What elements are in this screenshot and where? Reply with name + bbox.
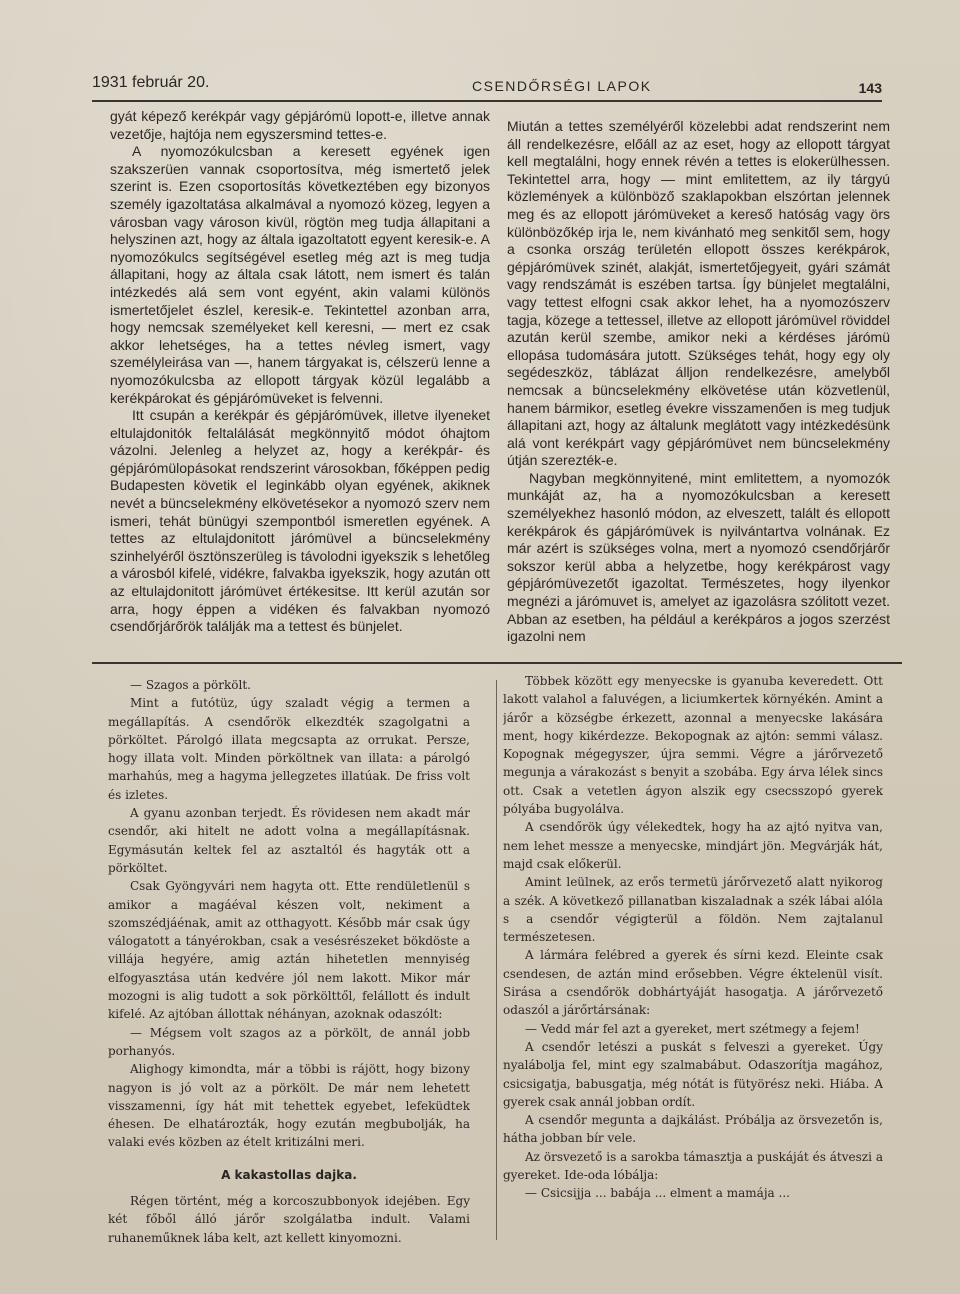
paragraph: A csendőr megunta a dajkálást. Próbálja az örsvezetőn is, hátha jobban bír vele. [503, 1113, 883, 1146]
section-divider [92, 662, 902, 664]
page-number: 143 [858, 80, 882, 96]
paragraph: Itt csupán a kerékpár és gépjárómüvek, illetve ilyeneket eltulajdonitók feltalálását megkönnyitő módot óhajtom vázolni. Jelenleg a helyzet az, hogy a kerékpár- és gépjárómülopásokat rendszerint városokban, főképpen pedig Budapesten követik el leginkább olyan egyének, akiknek nevét a büncselekmény elkövetésekor a nyomozó szerv nem ismeri, tehát bünügyi szempontból ismeretlen egyének. A tettes az eltulajdonitott járómüvel a büncselekmény szinhelyéről ösztönszerüleg is távolodni igyekszik s lehetőleg a városból kifelé, vidékre, falvakba igyekszik, hogy azután ott az eltulajdonitott járómüvet értékesitse. Itt kerül azután sor arra, hogy éppen a vidéken és falvakban nyomozó csendőrjárőrök találják ma a tettest és bünjelet. [110, 407, 490, 635]
paragraph: Az örsvezető is a sarokba támasztja a puskáját és átveszi a gyereket. Ide-oda lóbálja: [503, 1149, 883, 1183]
article-left-column [110, 108, 490, 660]
paragraph: A nyomozókulcsban a keresett egyének igen szakszerüen vannak csoportosítva, még ismertető jelek szerint is. Ezen csoportosítás következtében egy bizonyos személy igazoltatása alkalmával a nyomozó közeg, legyen a városban vagy városon kivül, rögtön meg tudja állapitani a helyszinen azt, hogy az általa igazoltatott egyent keresik-e. A nyomozókulcs segítségével esetleg még azt is meg tudja állapitani, hogy az általa csak látott, nem ismert és talán intézkedés alá sem vont egyént, akin valami különös ismertetőjelet észlel, keresik-e. Tekintettel azonban arra, hogy nemcsak személyeket kell keresni, — mert ez csak akkor lehetséges, ha a tettes névleg ismert, vagy személyleirása van —, hanem tárgyakat is, célszerü lenne a nyomozókulcsba az ellopott tárgyak közül legalább a kerékpárokat és gépjárómüveket is felvenni. [110, 143, 490, 406]
paragraph: A csendőrök úgy vélekedtek, hogy ha az ajtó nyitva van, nem lehet messze a menyecske, mindjárt jön. Megvárják hát, majd csak előkerül. [503, 820, 883, 871]
story-left-column [108, 676, 470, 1256]
column-rule [496, 680, 497, 1240]
paragraph: — Vedd már fel azt a gyereket, mert szétmegy a fejem! [525, 1021, 860, 1036]
paragraph: Mint a futótüz, úgy szaladt végig a termen a megállapítás. A csendőrök elkezdték szagolgatni a pörköltet. Párolgó illata megcsapta az orrukat. Persze, hogy illata volt. Minden pörköltnek van illata: a párolgó marhahús, meg a hagyma jellegzetes illatúak. De friss volt és izletes. [108, 696, 470, 802]
header-date: 1931 február 20. [92, 74, 210, 91]
story-right-column [503, 672, 883, 1232]
paragraph: Amint leülnek, az erős termetü járőrvezető alatt nyikorog a szék. A következő pillanatban kiszaladnak a szék lábai alóla s a csendőr végigterül a földön. Nem zajtalanul természetesen. [503, 875, 883, 945]
paragraph: — Csicsijja ... babája ... elment a mamája ... [525, 1186, 790, 1201]
paragraph: Alighogy kimondta, már a többi is rájött, hogy bizony nagyon is jó volt az a pörkölt. De már nem lehetett visszamenni, így hát mit tehettek egyebet, lefeküdtek éhesen. De elhatározták, hogy ezután megbubolják, ha valaki evés közben az ételt kritizálni meri. [108, 1062, 470, 1150]
paragraph: Miután a tettes személyéről közelebbi adat rendszerint nem áll rendelkezésre, előáll az az eset, hogy az ellopott tárgyat kell megtalálni, hogy ennek révén a tettes is elokerülhessen. Tekintettel arra, hogy — mint emlitettem, az ily tárgyú közlemények a különböző szaklapokban elszórtan jelennek meg és az ellopott járómüveket a kereső hatóság vagy örs különbözőkép irja le, nem kivánható meg senkitől sem, hogy a csonka ország területén ellopott összes kerékpárok, gépjárómüvek szinét, alakját, ismertetőjegyeit, gyári számát vagy rendszámát is eszében tartsa. Így bünjelet megtalálni, vagy tettest elfogni csak akkor lehet, ha a nyomozószerv tagja, közege a tettessel, illetve az ellopott járómüvel röviddel azután kerül szembe, amikor neki a kérdéses járómü ellopása tudomására jutott. Szükséges tehát, hogy egy oly segédeszköz, táblázat álljon rendelkezésre, amelyből nemcsak a büncselekmény elkövetése után közvetlenül, hanem bármikor, esetleg évekre visszamenően is meg tudjuk állapitani azt, hogy az általunk meglátott vagy intézkedésünk alá vont kerékpárt vagy gépjárómüvet nem büncselekmény útján szerezték-e. [507, 118, 890, 469]
paragraph: — Szagos a pörkölt. [130, 678, 251, 692]
paragraph: Csak Gyöngyvári nem hagyta ott. Ette rendületlenül s amikor a magáéval készen volt, nekiment a szomszédjáénak, amit az otthagyott. Később már csak úgy válogatott a tányérokban, csak a vesésrészeket bökdöste a villája hegyére, amig aztán hihetetlen mennyiség elfogyasztása után kedvére jól nem lakott. Mikor már mozogni is alig tudott a sok pörkölttől, felállott és indult kifelé. Az ajtóban állottak néhányan, azoknak odaszólt: [108, 879, 470, 1022]
article-right-column [507, 118, 890, 658]
paragraph: — Mégsem volt szagos az a pörkölt, de annál jobb porhanyós. [108, 1025, 470, 1058]
paragraph: Régen történt, még a korcoszubbonyok idejében. Egy két főből álló járőr szolgálatba indult. Valami ruhaneműknek lába kelt, azt kellett kinyomozni. [108, 1194, 470, 1245]
paragraph: A csendőr letészi a puskát s felveszi a gyereket. Úgy nyalábolja fel, mint egy szalmabábut. Odaszorítja magához, csicsigatja, babusgatja, még nótát is fütyörész neki. Hiába. A gyerek csak annál jobban ordít. [503, 1039, 883, 1109]
page-header [92, 72, 882, 102]
paragraph: A lármára felébred a gyerek és sírni kezd. Eleinte csak csendesen, de aztán mind erősebben. Végre éktelenül visít. Sirása a csendőrök dobhártyáját hasogatja. A járőrvezető odaszól a járőrtársának: [503, 948, 883, 1018]
paragraph: Többek között egy menyecske is gyanuba keveredett. Ott lakott valahol a faluvégen, a liciumkertek környékén. Amint a járőr a községbe érkezett, azonnal a menyecske lakására ment, hogy kikérdezze. Bekopognak az ajtón: semmi válasz. Kopognak mégegyszer, újra semmi. Végre a járőrvezető megunja a várakozást s benyit a szobába. Egy árva lélek sincs ott. Csak a vetetlen ágyon alszik egy csecsszopó gyerek pólyába bugyolálva. [503, 674, 883, 817]
paragraph: gyát képező kerékpár vagy gépjárómü lopott-e, illetve annak vezetője, hajtója nem egyszersmind tettes-e. [110, 108, 490, 142]
paragraph: Nagyban megkönnyitené, mint emlitettem, a nyomozók munkáját az, ha a nyomozókulcsban a keresett személyekhez hasonló módon, az elveszett, talált és ellopott kerékpárok és gápjárómüvek is nyilvántartva volnának. Ez már azért is szükséges volna, mert a nyomozó csendőrjárőr sokszor kerül abba a helyzetbe, hogy kerékpárost vagy gépjárómüvezetőt igazoltat. Természetes, hogy ilyenkor megnézi a járómuvet is, amelyet az igazolásra szólitott vezet. Abban az esetben, ha például a kerékpáros a jogos szerzést igazolni nem [507, 469, 890, 645]
paragraph: A gyanu azonban terjedt. És rövidesen nem akadt már csendőr, aki hitelt ne adott volna a megállapításnak. Egymásután keltek fel az asztaltól és hagyták ott a pörköltet. [108, 806, 470, 875]
header-title: CSENDŐRSÉGI LAPOK [472, 78, 652, 94]
story-subheading: A kakastollas dajka. [221, 1167, 357, 1182]
